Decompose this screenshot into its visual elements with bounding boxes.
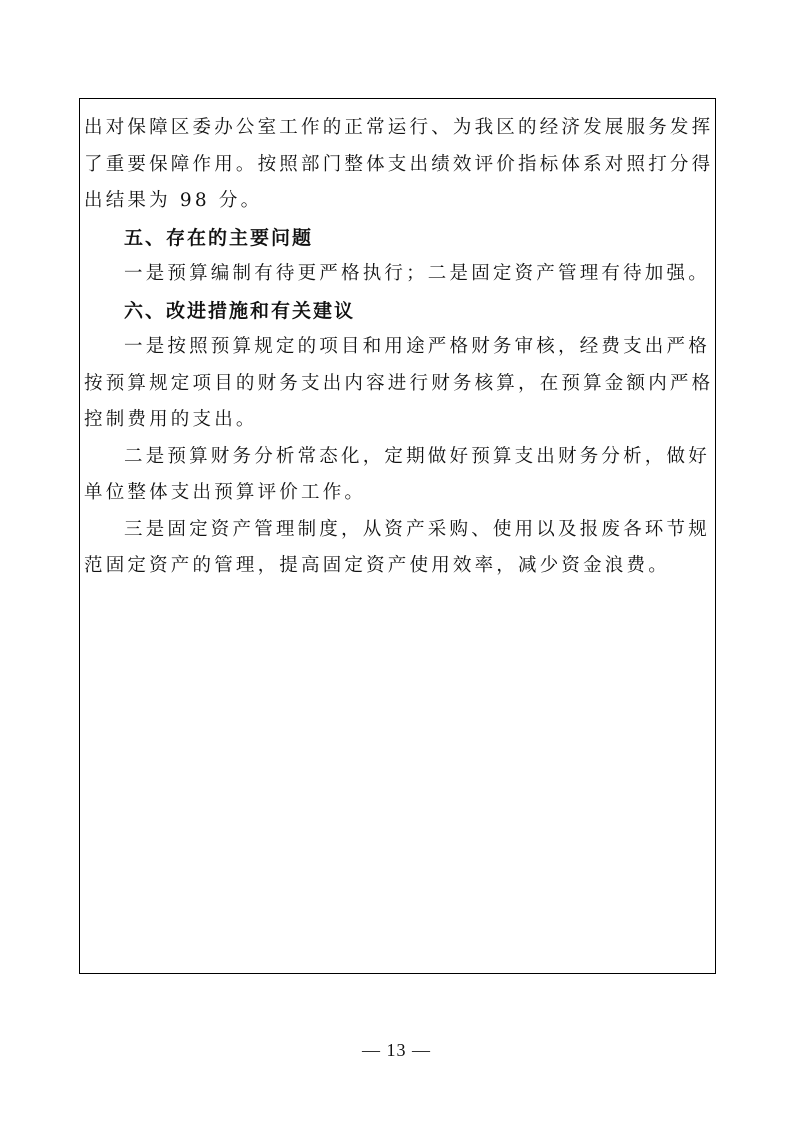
suggestion-3-line: 范固定资产的管理，提高固定资产使用效率，减少资金浪费。 [84, 555, 670, 576]
suggestion-1-line: 按预算规定项目的财务支出内容进行财务核算，在预算金额内严格 [84, 372, 714, 394]
section-heading-problems: 五、存在的主要问题 [124, 226, 314, 249]
text-line: 出结果为 98 分。 [84, 190, 263, 211]
suggestion-3-line: 三是固定资产管理制度，从资产采购、使用以及报废各环节规 [124, 518, 710, 540]
suggestion-2-line: 二是预算财务分析常态化，定期做好预算支出财务分析，做好 [124, 445, 710, 467]
document-body [84, 110, 712, 585]
problems-paragraph: 一是预算编制有待更严格执行；二是固定资产管理有待加强。 [124, 263, 710, 284]
page-number: — 13 — [362, 1040, 431, 1060]
text-line: 了重要保障作用。按照部门整体支出绩效评价指标体系对照打分得 [84, 153, 714, 175]
suggestion-1-line: 控制费用的支出。 [84, 409, 258, 430]
section-heading-suggestions: 六、改进措施和有关建议 [124, 299, 356, 322]
suggestion-1-line: 一是按照预算规定的项目和用途严格财务审核，经费支出严格 [124, 336, 710, 357]
text-line: 出对保障区委办公室工作的正常运行、为我区的经济发展服务发挥 [84, 117, 714, 138]
suggestion-2-line: 单位整体支出预算评价工作。 [84, 482, 367, 503]
